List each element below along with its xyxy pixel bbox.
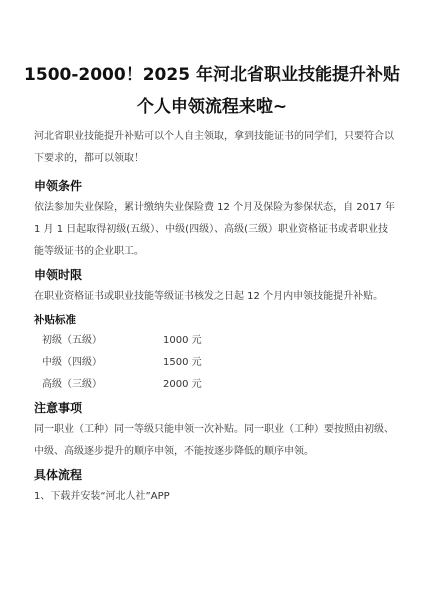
subsidy-row — [42, 333, 242, 349]
subsidy-amount: 2000 元 — [163, 379, 202, 390]
section-heading-time-limit: 申领时限 — [34, 268, 83, 282]
section-body-conditions: 依法参加失业保险，累计缴纳失业保险费 12 个月及保险为参保状态，自 2017 年 1 月 1 日起取得初级(五级）、中级(四级）、高级(三级）职业资格证书或者职业技能等级证书的企业职工。 — [34, 202, 395, 257]
process-heading: 具体流程 — [34, 468, 83, 482]
subsidy-level: 中级（四级） — [42, 357, 102, 368]
subsidy-amount: 1500 元 — [163, 357, 202, 368]
subsidy-level: 高级（三级） — [42, 379, 102, 390]
section-heading-conditions: 申领条件 — [34, 179, 83, 193]
intro-paragraph: 河北省职业技能提升补贴可以个人自主领取，拿到技能证书的同学们，只要符合以下要求的，都可以领取！ — [34, 131, 394, 164]
subsidy-heading: 补贴标准 — [34, 314, 76, 326]
subsidy-amount: 1000 元 — [163, 335, 202, 346]
notes-heading: 注意事项 — [34, 401, 83, 415]
subsidy-level: 初级（五级） — [42, 335, 102, 346]
subsidy-row — [42, 377, 242, 393]
document-title-line2: 个人申领流程来啦~ — [136, 97, 288, 117]
section-body-time-limit: 在职业资格证书或职业技能等级证书核发之日起 12 个月内申领技能提升补贴。 — [34, 291, 384, 302]
notes-body: 同一职业（工种）同一等级只能申领一次补贴。同一职业（工种）要按照由初级、中级、高级逐步提升的顺序申领，不能按逐步降低的顺序申领。 — [34, 424, 394, 457]
process-step-1: 1、下载并安装“河北人社”APP — [34, 491, 170, 502]
subsidy-row — [42, 355, 242, 371]
document-title-line1: 1500-2000！2025 年河北省职业技能提升补贴 — [24, 65, 400, 85]
